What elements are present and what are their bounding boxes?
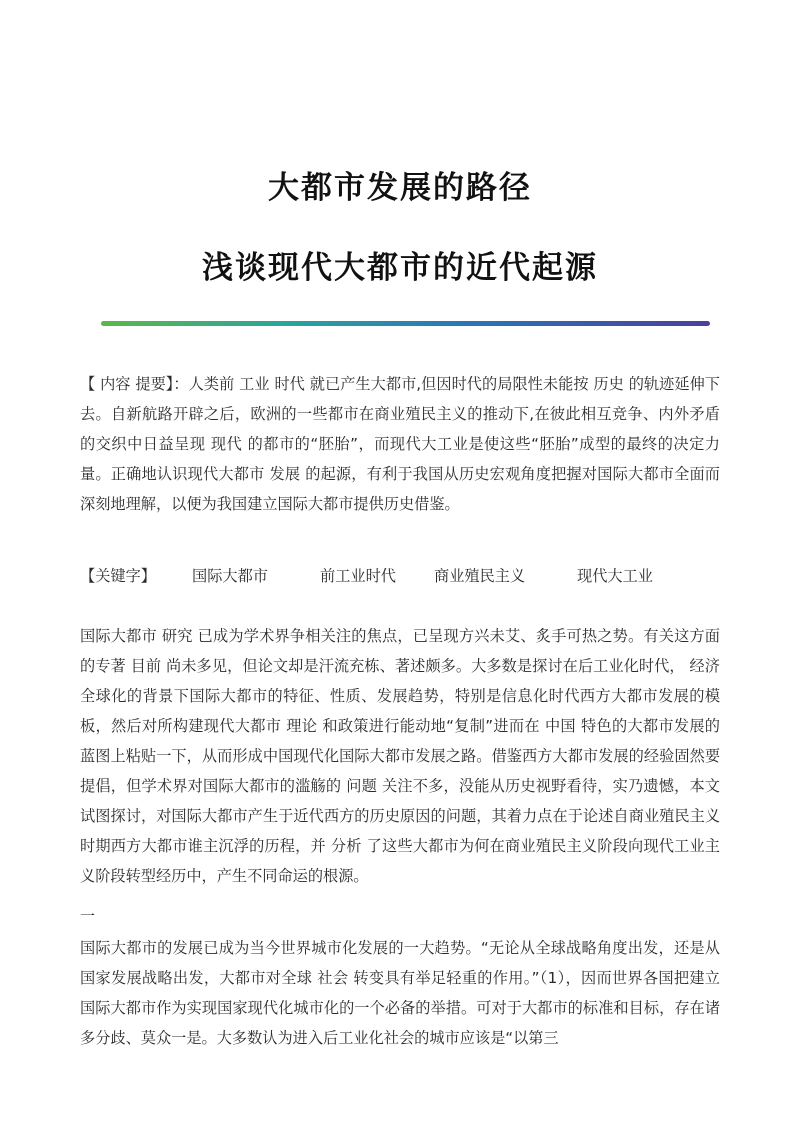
keyword-item: 现代大工业 [577,567,653,585]
body-paragraph: 国际大都市 研究 已成为学术界争相关注的焦点，已呈现方兴未艾、炙手可热之势。有关这方面的专著 目前 尚未多见，但论文却是汗流充栋、著述颇多。大多数是探讨在后工业化时代， 经济 全球化的背景下国际大都市的特征、性质、发展趋势，特别是信息化时代西方大都市发展的模板，然后对所构建现代大都市 理论 和政策进行能动地“复制”进而在 中国 特色的大都市发展的蓝图上粘贴一下，从而形成中国现代化国际大都市发展之路。借鉴西方大都市发展的经验固然要提倡，但学术界对国际大都市的滥觞的 问题 关注不多，没能从历史视野看待，实乃遗憾，本文试图探讨，对国际大都市产生于近代西方的历史原因的问题，其着力点在于论述自商业殖民主义时期西方大都市谁主沉浮的历程，并 分析 了这些大都市为何在商业殖民主义阶段向现代工业主义阶段转型经历中，产生不同命运的根源。 [80,627,720,885]
document-title: 大都市发展的路径 [268,170,532,206]
gradient-divider [101,321,710,326]
document-subtitle: 浅谈现代大都市的近代起源 [202,250,598,286]
body-paragraph: 国际大都市的发展已成为当今世界城市化发展的一大趋势。“无论从全球战略角度出发，还是从国家发展战略出发，大都市对全球 社会 转变具有举足轻重的作用。”（1），因而世界各国把建立国际大都市作为实现国家现代化城市化的一个必备的举措。可对于大都市的标准和目标，存在诸多分歧、莫众一是。大多数认为进入后工业化社会的城市应该是“以第三 [80,939,720,1047]
section-number: 一 [80,907,96,925]
abstract-paragraph: 【 内容 提要】：人类前 工业 时代 就已产生大都市,但因时代的局限性未能按 历史 的轨迹延伸下去。自新航路开辟之后，欧洲的一些都市在商业殖民主义的推动下,在彼此相互竞争、内外矛盾的交织中日益呈现 现代 的都市的“胚胎”，而现代大工业是使这些“胚胎”成型的最终的决定力量。正确地认识现代大都市 发展 的起源，有利于我国从历史宏观角度把握对国际大都市全面而深刻地理解，以便为我国建立国际大都市提供历史借鉴。 [80,375,720,513]
keywords-label: 【关键字】 [80,567,156,585]
keyword-item: 前工业时代 [320,567,396,585]
keyword-item: 商业殖民主义 [434,567,526,585]
keyword-item: 国际大都市 [192,567,268,585]
